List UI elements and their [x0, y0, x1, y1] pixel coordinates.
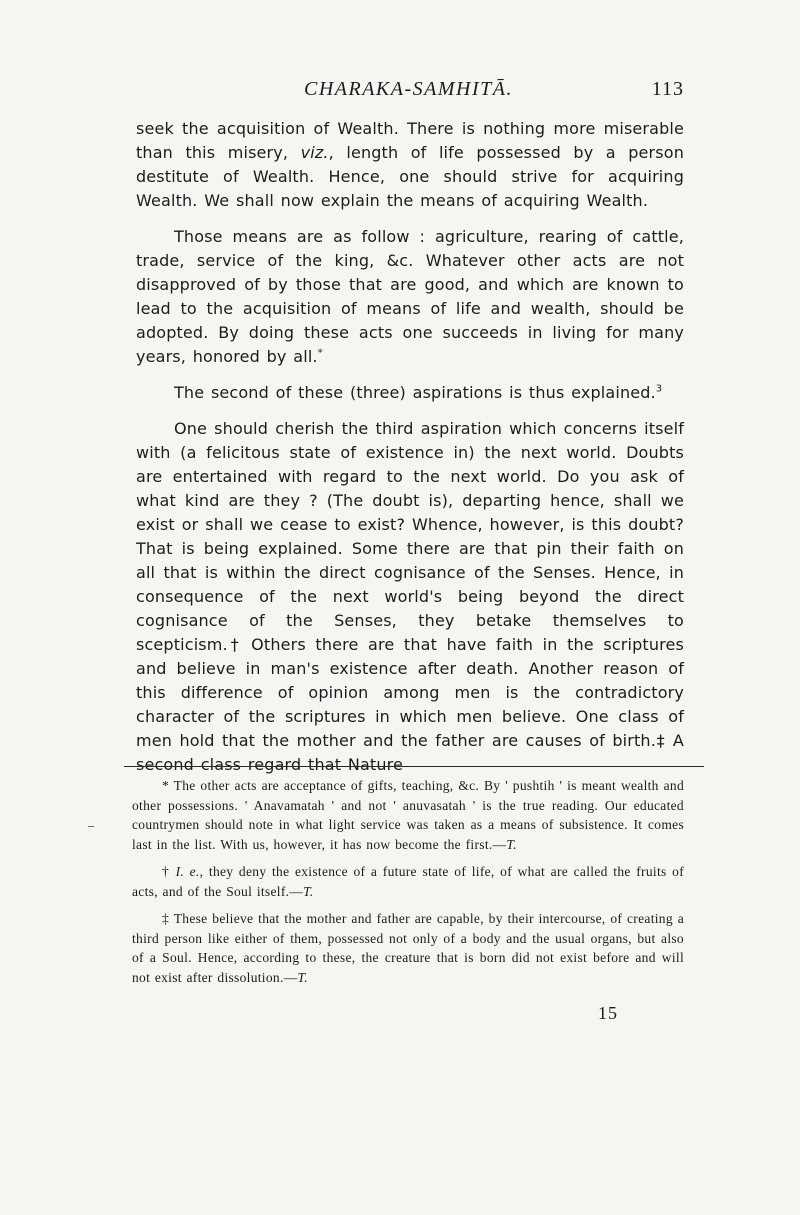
- footnote-divider: [124, 766, 704, 767]
- footnotes: [132, 776, 684, 995]
- signature-mark: 15: [598, 1003, 618, 1023]
- running-title: CHARAKA-SAMHITĀ.: [304, 78, 513, 100]
- paragraph-4-text-c: A second class regard that Nature: [136, 731, 684, 774]
- paragraph-1-text-a: seek the acquisition of Wealth. There is nothing more miserable than this misery,: [136, 119, 684, 162]
- paragraph-4-text-b: Others there are that have faith in the scriptures and believe in man's existence after death. Another reason of this difference of opinion among men is the contradictory character of the scriptures in which men believe. One class of men hold that the mother and the father are causes of birth.: [136, 635, 685, 750]
- footnote-1-text: * The other acts are acceptance of gifts, teaching, &c. By ' pushtih ' is meant wealth and other possessions. ' Anavamatah ' and not ' anuvasatah ' is the true reading. Our educated countrymen should note in what light service was taken as a means of subsistence. It comes last in the list. With us, however, it has now become the first.—: [132, 778, 684, 852]
- footnote-2-signature: T.: [303, 883, 314, 899]
- footnote-ref-double-dagger: ‡: [655, 731, 666, 750]
- paragraph-2-text: Those means are as follow : agriculture, rearing of cattle, trade, service of the king, &c. Whatever other acts are not disapproved of by those that are good, and which are known to lead to the acquisition of means of life and wealth, should be adopted. By doing these acts one succeeds in living for many years, honored by all.: [136, 227, 684, 366]
- paragraph-2: [136, 225, 684, 369]
- footnote-3-text: ‡ These believe that the mother and father are capable, by their intercourse, of creating a third person like either of them, possessed not only of a body and the usual organs, but also of a Soul. Hence, according to these, the creature that is born did not exist before and will not exist after dissolution.—: [132, 911, 684, 985]
- footnote-3-signature: T.: [297, 969, 308, 985]
- paragraph-4: [136, 417, 684, 777]
- margin-mark: [88, 826, 94, 827]
- footnote-3: [132, 909, 684, 987]
- paragraph-1-text-b: , length of life possessed by a person destitute of Wealth. Hence, one should strive for acquiring Wealth. We shall now explain the means of acquiring Wealth.: [136, 143, 684, 210]
- footnote-2-mark: †: [162, 864, 176, 879]
- footnote-ref-3: 3: [655, 383, 663, 395]
- running-head: [136, 78, 684, 102]
- footnote-2-text: they deny the existence of a future state of life, of what are called the fruits of acts, and of the Soul itself.—: [132, 864, 684, 899]
- footnote-2-ie: I. e.,: [175, 864, 204, 879]
- paragraph-4-text-a: One should cherish the third aspiration which concerns itself with (a felicitous state of existence in) the next world. Doubts are entertained with regard to the next world. Do you ask of what kind are they ? (The doubt is), departing hence, shall we exist or shall we cease to exist? Whence, however, is this doubt? That is being explained. Some there are that pin their faith on all that is within the direct cognisance of the Senses. Hence, in consequence of the next world's being beyond the direct cognisance of the Senses, they betake themselves to scepticism.: [136, 419, 684, 654]
- footnote-ref-asterisk: *: [317, 347, 323, 359]
- paragraph-1-viz: viz.: [300, 143, 329, 162]
- paragraph-3: [136, 381, 684, 405]
- footnote-ref-dagger: †: [227, 635, 242, 654]
- footnote-2: [132, 862, 684, 901]
- paragraph-3-text: The second of these (three) aspirations is thus explained.: [174, 383, 656, 402]
- paragraph-1: [136, 117, 684, 213]
- footnote-1: [132, 776, 684, 854]
- footnote-1-signature: T.: [506, 836, 517, 852]
- body-text: [136, 117, 684, 789]
- page-number: 113: [651, 78, 684, 100]
